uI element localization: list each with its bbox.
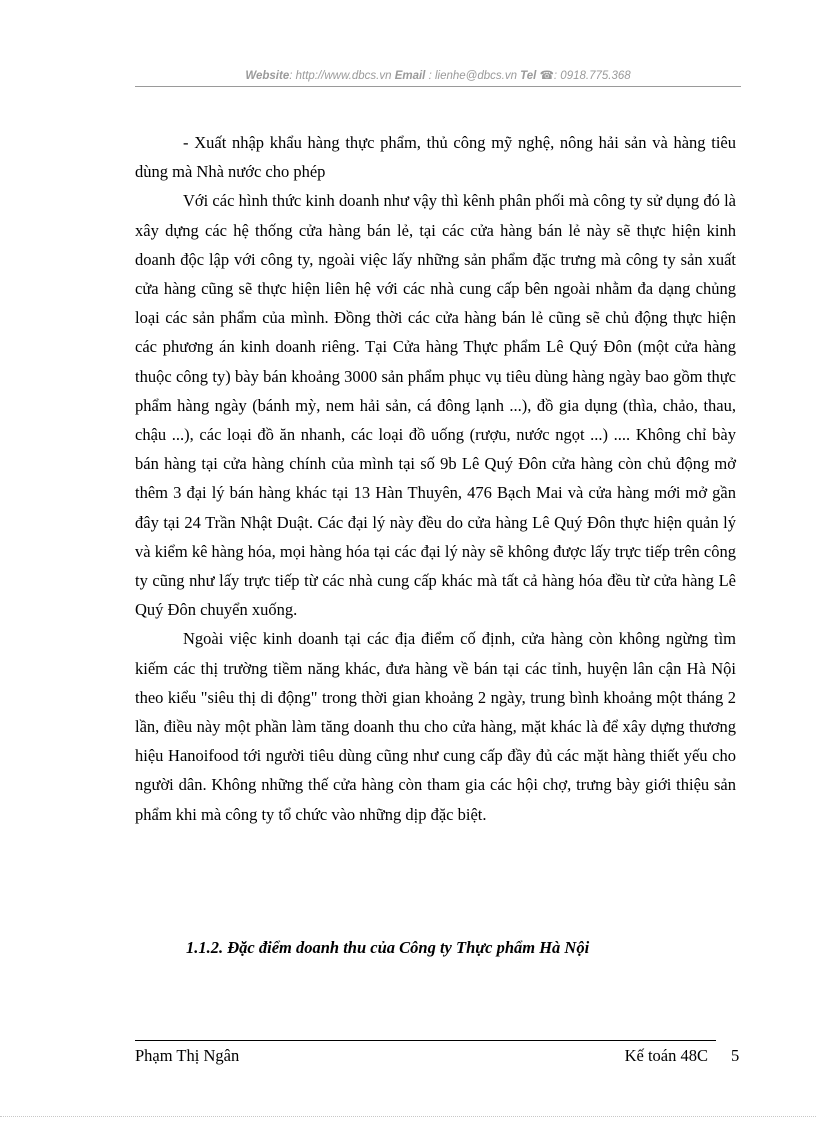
email-value: : lienhe@dbcs.vn: [428, 70, 517, 82]
footer-divider: [135, 1040, 716, 1041]
email-label: Email: [394, 70, 426, 82]
page-footer: [135, 1046, 716, 1070]
phone-icon: ☎: [539, 70, 554, 82]
tel-value: : 0918.775.368: [553, 70, 631, 82]
footer-class: Kế toán 48C: [624, 1046, 708, 1065]
paragraph: Ngoài việc kinh doanh tại các địa điểm cố định, cửa hàng còn không ngừng tìm kiếm các thị trường tiềm năng khác, đưa hàng về bán tại các tỉnh, huyện lân cận Hà Nội theo kiểu "siêu thị di động" trong thời gian khoảng 2 ngày, trung bình khoảng một tháng 2 lần, điều này một phần làm tăng doanh thu cho cửa hàng, mặt khác là để xây dựng thương hiệu Hanoifood tới người tiêu dùng cũng như cung cấp đầy đủ các mặt hàng thiết yếu cho người dân. Không những thế cửa hàng còn tham gia các hội chợ, trưng bày giới thiệu sản phẩm khi mà công ty tổ chức vào những dịp đặc biệt.: [135, 629, 736, 824]
footer-author: Phạm Thị Ngân: [135, 1046, 240, 1065]
paragraph: Với các hình thức kinh doanh như vậy thì kênh phân phối mà công ty sử dụng đó là xây dựng các hệ thống cửa hàng bán lẻ, tại các cửa hàng bán lẻ này sẽ thực hiện kinh doanh độc lập với công ty, ngoài việc lấy những sản phẩm đặc trưng mà công ty sản xuất cửa hàng cũng sẽ thực hiện liên hệ với các nhà cung cấp bên ngoài nhằm đa dạng chủng loại các sản phẩm của mình. Đồng thời các cửa hàng bán lẻ cũng sẽ chủ động thực hiện các phương án kinh doanh riêng. Tại Cửa hàng Thực phẩm Lê Quý Đôn (một cửa hàng thuộc công ty) bày bán khoảng 3000 sản phẩm phục vụ tiêu dùng hàng ngày bao gồm thực phẩm hàng ngày (bánh mỳ, nem hải sản, cá đông lạnh ...), đồ gia dụng (thìa, chảo, thau, chậu ...), các loại đồ ăn nhanh, các loại đồ uống (rượu, nước ngọt ...) .... Không chỉ bày bán hàng tại cửa hàng chính của mình tại số 9b Lê Quý Đôn cửa hàng còn chủ động mở thêm 3 đại lý bán hàng khác tại 13 Hàn Thuyên, 476 Bạch Mai và cửa hàng mới mở gần đây tại 24 Trần Nhật Duật. Các đại lý này đều do cửa hàng Lê Quý Đôn thực hiện quản lý và kiểm kê hàng hóa, mọi hàng hóa tại các đại lý này sẽ không được lấy trực tiếp trên công ty cũng như lấy trực tiếp từ các nhà cung cấp khác mà tất cả hàng hóa đều từ cửa hàng Lê Quý Đôn chuyển xuống.: [135, 191, 736, 620]
header-divider: [135, 86, 741, 87]
website-value: : http://www.dbcs.vn: [289, 70, 392, 82]
page-number: 5: [731, 1046, 740, 1065]
document-body: [135, 128, 736, 829]
page-edge-divider: [0, 1116, 816, 1117]
page-header: [135, 68, 741, 88]
section-heading: 1.1.2. Đặc điểm doanh thu của Công ty Thực phẩm Hà Nội: [186, 938, 590, 957]
website-label: Website: [245, 70, 290, 82]
paragraph: - Xuất nhập khẩu hàng thực phẩm, thủ công mỹ nghệ, nông hải sản và hàng tiêu dùng mà Nhà nước cho phép: [135, 133, 736, 182]
tel-label: Tel: [520, 70, 537, 82]
